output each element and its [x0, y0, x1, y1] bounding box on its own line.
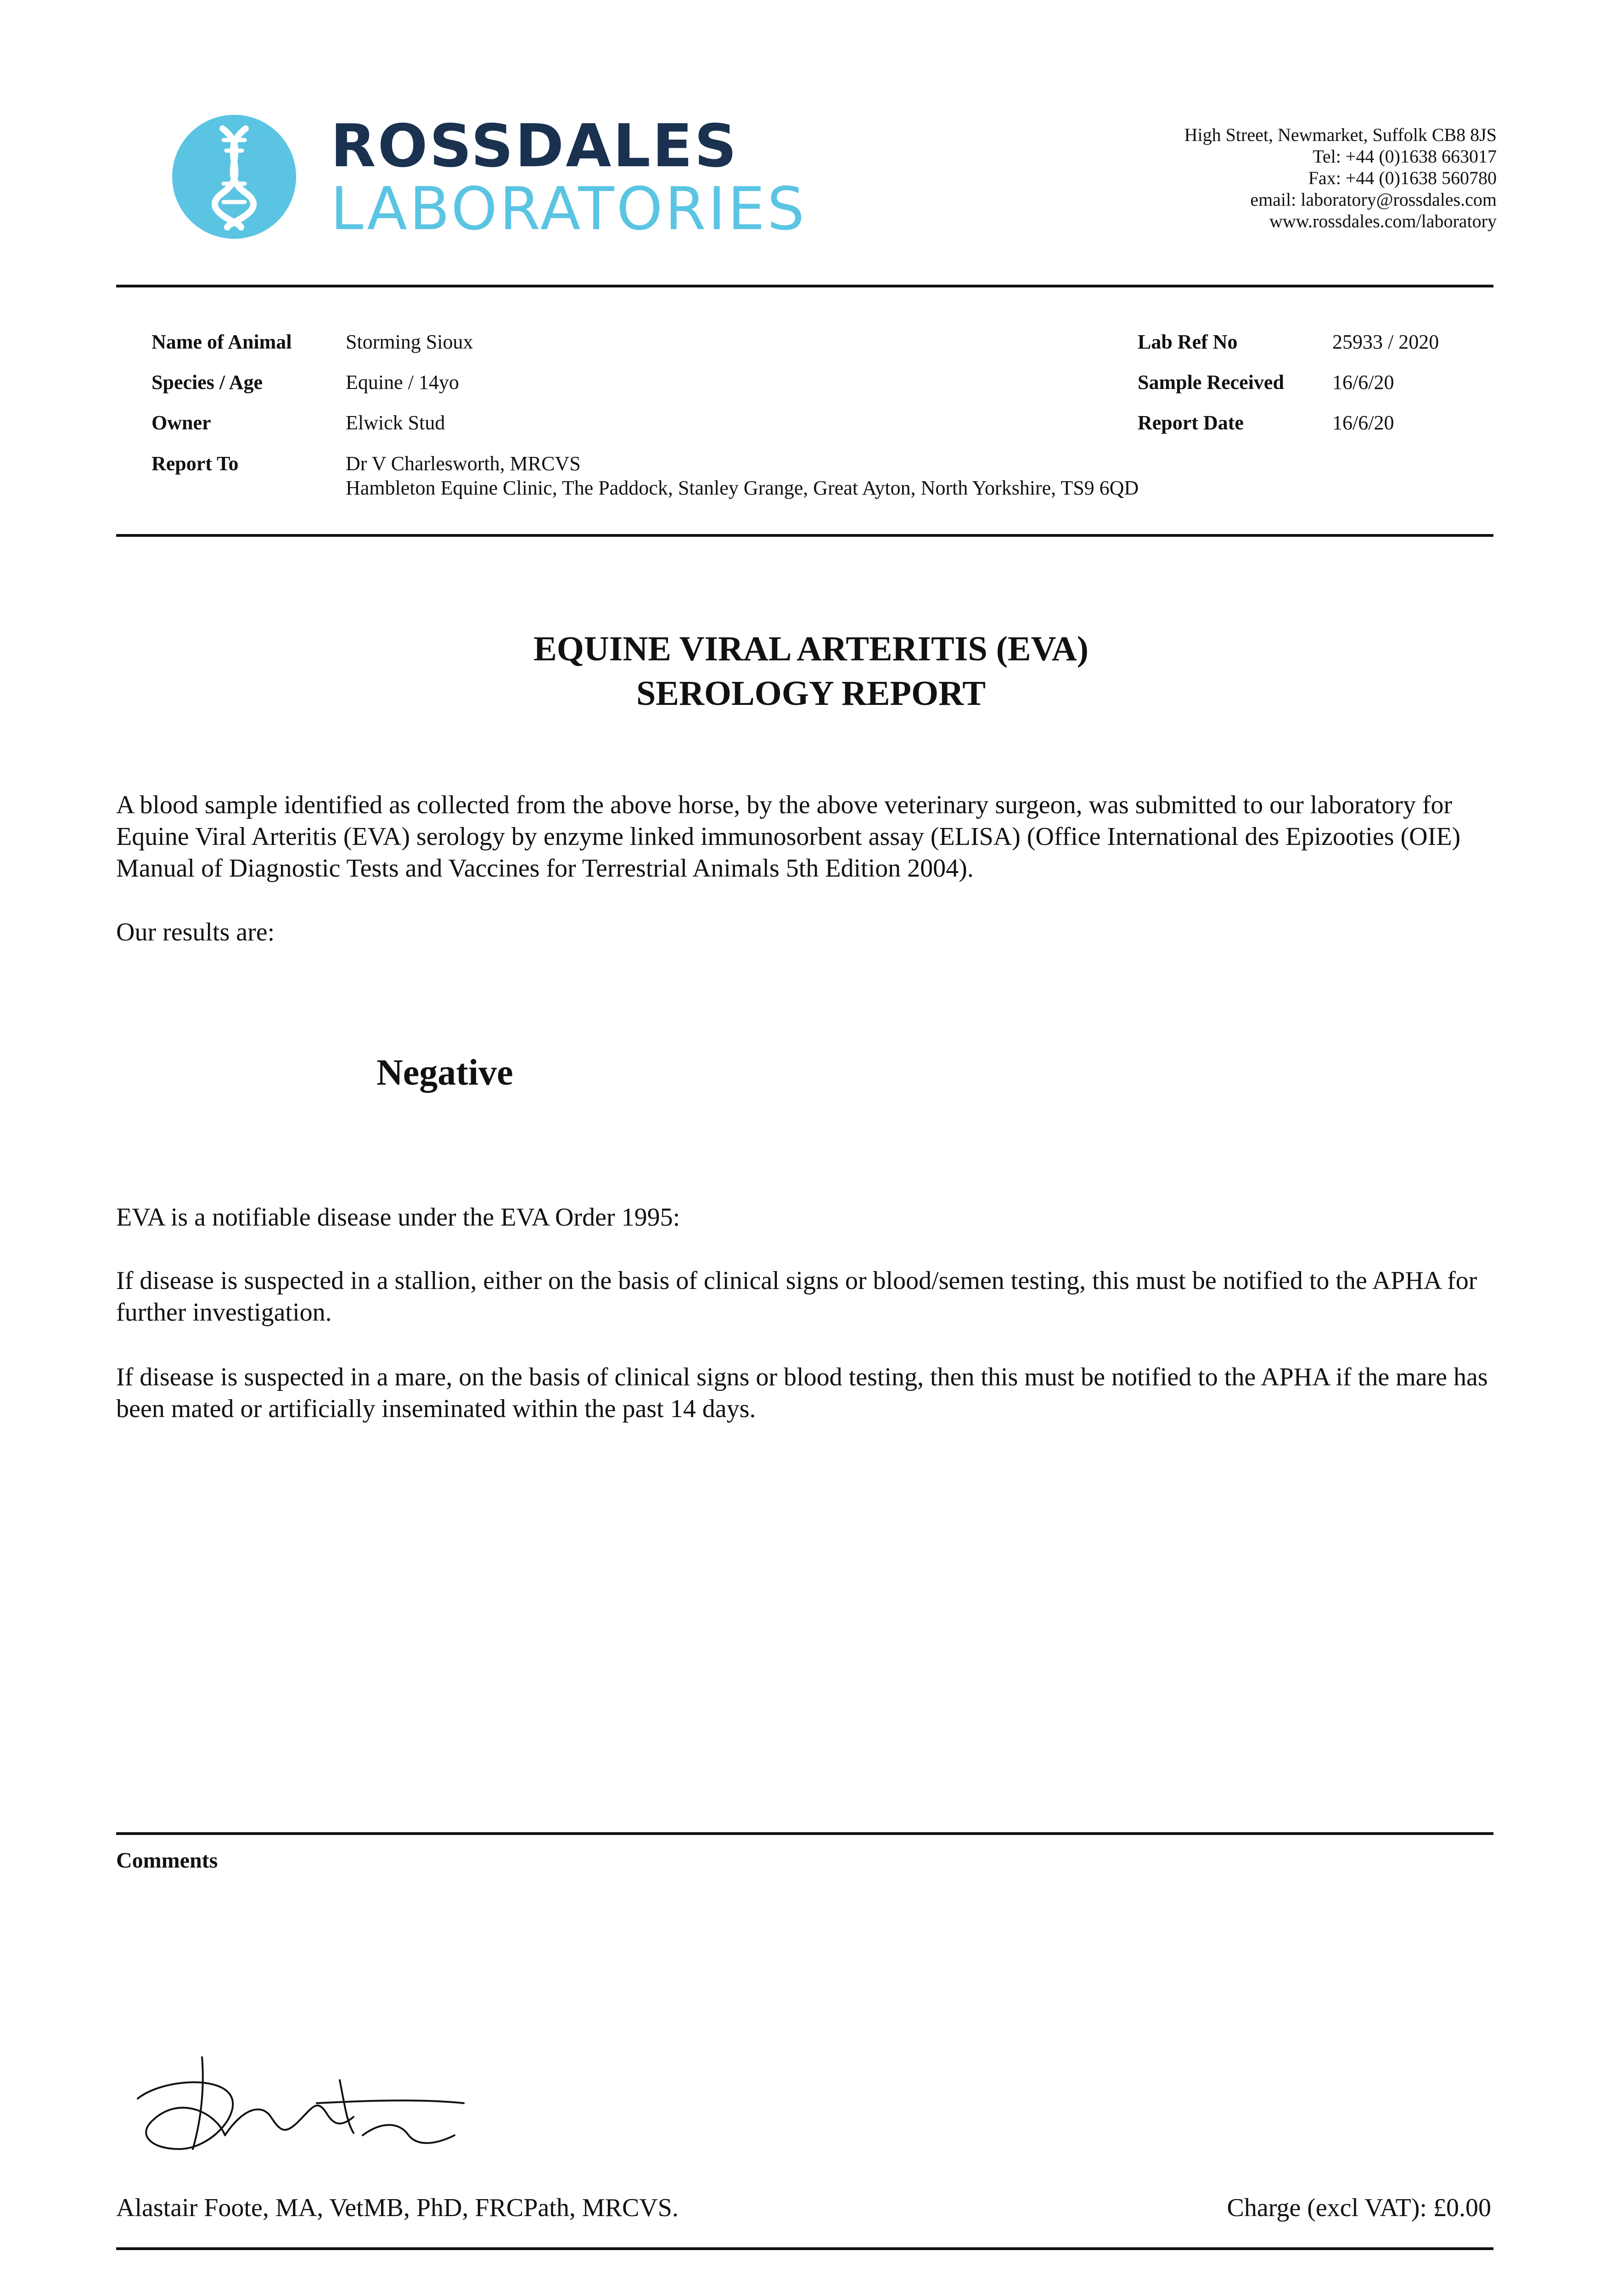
owner-value: Elwick Stud [346, 411, 445, 434]
result-value: Negative [376, 1052, 513, 1093]
name-of-animal-value: Storming Sioux [346, 331, 473, 353]
charge-amount: Charge (excl VAT): £0.00 [1227, 2194, 1491, 2222]
brand-name: ROSSDALES [331, 112, 739, 180]
header-divider [116, 285, 1493, 287]
contact-website: www.rossdales.com/laboratory [1269, 211, 1497, 231]
report-title: EQUINE VIRAL ARTERITIS (EVA) [533, 630, 1089, 668]
sample-received-value: 16/6/20 [1332, 371, 1394, 394]
species-age-value: Equine / 14yo [346, 371, 459, 394]
report-subtitle: SEROLOGY REPORT [636, 674, 986, 713]
lab-ref-label: Lab Ref No [1138, 331, 1238, 353]
contact-tel: Tel: +44 (0)1638 663017 [1313, 146, 1497, 167]
contact-fax: Fax: +44 (0)1638 560780 [1308, 168, 1497, 188]
footer-divider [116, 2247, 1493, 2250]
stallion-note: If disease is suspected in a stallion, either on the basis of clinical signs or blood/semen testing, this must be notified to the APHA for further investigation. [116, 1266, 1477, 1327]
info-divider [116, 534, 1493, 537]
species-age-label: Species / Age [152, 371, 263, 394]
dna-helix-icon [172, 115, 296, 239]
intro-paragraph: A blood sample identified as collected from the above horse, by the above veterinary surgeon, was submitted to our laboratory for Equine Viral Arteritis (EVA) serology by enzyme linked immunosorbent assay (ELISA) (Office International des Epizooties (OIE) Manual of Diagnostic Tests and Vaccines for Terrestrial Animals 5th Edition 2004). [116, 791, 1461, 883]
lab-ref-value: 25933 / 2020 [1332, 331, 1439, 353]
brand-subtitle: LABORATORIES [331, 175, 807, 243]
contact-block [1184, 124, 1497, 232]
comments-divider [116, 1832, 1493, 1835]
signatory-name: Alastair Foote, MA, VetMB, PhD, FRCPath, MRCVS. [116, 2194, 679, 2222]
mare-note: If disease is suspected in a mare, on the basis of clinical signs or blood testing, then this must be notified to the APHA if the mare has been mated or artificially inseminated within the past 14 days. [116, 1363, 1488, 1423]
report-date-label: Report Date [1138, 411, 1244, 434]
contact-email: email: laboratory@rossdales.com [1250, 189, 1497, 210]
report-to-address: Hambleton Equine Clinic, The Paddock, Stanley Grange, Great Ayton, North Yorkshire, TS9 6QD [346, 477, 1139, 499]
report-date-value: 16/6/20 [1332, 411, 1394, 434]
comments-label: Comments [116, 1848, 218, 1873]
owner-label: Owner [152, 411, 211, 434]
report-to-name: Dr V Charlesworth, MRCVS [346, 452, 581, 475]
name-of-animal-label: Name of Animal [152, 331, 292, 353]
contact-address: High Street, Newmarket, Suffolk CB8 8JS [1184, 124, 1497, 145]
notifiable-statement: EVA is a notifiable disease under the EVA Order 1995: [116, 1203, 680, 1232]
signature [124, 2043, 473, 2163]
report-to-label: Report To [152, 452, 239, 475]
sample-received-label: Sample Received [1138, 371, 1284, 394]
results-intro: Our results are: [116, 918, 275, 946]
